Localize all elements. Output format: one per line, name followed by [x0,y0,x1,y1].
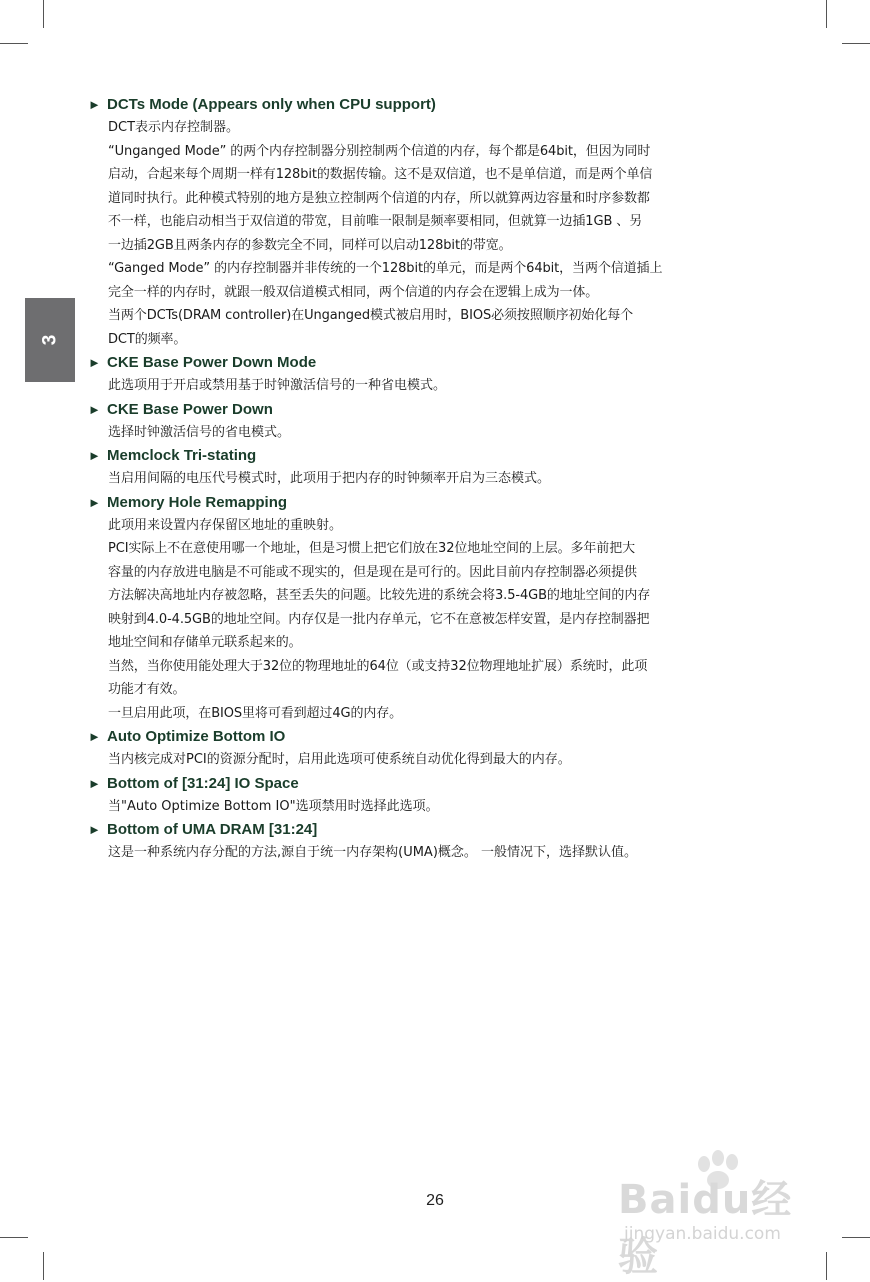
paragraph-line: 启动，合起来每个周期一样有128bit的数据传输。这不是双信道，也不是单信道，而是两个单信 [108,167,653,182]
section-heading: ► DCTs Mode (Appears only when CPU support) [88,93,788,116]
page-number: 26 [426,1192,444,1209]
section-heading: ► Memory Hole Remapping [88,491,788,514]
triangle-bullet-icon: ► [88,355,101,370]
paragraph-line: 当内核完成对PCI的资源分配时，启用此选项可使系统自动优化得到最大的内存。 [108,752,571,767]
crop-mark [842,43,870,44]
paragraph-line: DCT的频率。 [108,331,187,347]
section-heading: ► Memclock Tri-stating [88,444,788,467]
paragraph-line: “Unganged Mode” 的两个内存控制器分别控制两个信道的内存，每个都是64bit，但因为同时 [108,143,651,159]
chapter-tab-number: 3 [38,334,60,346]
section-heading: ► Bottom of UMA DRAM [31:24] [88,818,788,841]
section-bottom-io-space [88,772,788,819]
paragraph-line: 选择时钟激活信号的省电模式。 [108,424,291,440]
paragraph-line: 此项用来设置内存保留区地址的重映射。 [108,517,343,533]
section-heading: ► Auto Optimize Bottom IO [88,725,788,748]
paragraph-line: 当然，当你使用能处理大于32位的物理地址的64位（或支持32位物理地址扩展）系统时，此项 [108,658,648,674]
triangle-bullet-icon: ► [88,97,101,112]
section-auto-optimize-bottom-io [88,725,788,772]
paragraph-line: 映射到4.0-4.5GB的地址空间。内存仅是一批内存单元，它不在意被怎样安置，是内存控制器把 [108,611,650,627]
section-heading: ► CKE Base Power Down [88,398,788,421]
triangle-bullet-icon: ► [88,729,101,744]
paragraph-line: 不一样，也能启动相当于双信道的带宽，目前唯一限制是频率要相同，但就算一边插1GB 、另 [108,214,643,229]
paragraph-line: DCT表示内存控制器。 [108,120,240,135]
crop-mark [43,1252,44,1280]
baidu-watermark [618,1150,828,1280]
paragraph-line: “Ganged Mode” 的内存控制器并非传统的一个128bit的单元，而是两个64bit，当两个信道插上 [108,261,663,276]
section-cke-base-power-down-mode [88,351,788,398]
paragraph-line: 一边插2GB且两条内存的参数完全不同，同样可以启动128bit的带宽。 [108,237,512,253]
section-heading: ► CKE Base Power Down Mode [88,351,788,374]
paragraph-line: 方法解决高地址内存被忽略，甚至丢失的问题。比较先进的系统会将3.5-4GB的地址空间的内存 [108,588,651,603]
crop-mark [826,0,827,28]
watermark-logo: Baidu经验 [618,1177,793,1280]
paragraph-line: 道同时执行。此种模式特别的地方是独立控制两个信道的内存，所以就算两边容量和时序参数都 [108,190,650,206]
section-dcts-mode [88,93,788,351]
triangle-bullet-icon: ► [88,494,101,510]
paragraph-line: 容量的内存放进电脑是不可能或不现实的，但是现在是可行的。因此目前内存控制器必须提供 [108,564,637,580]
paragraph-line: 这是一种系统内存分配的方法,源自于统一内存架构(UMA)概念。 一般情况下，选择默认值。 [108,845,638,860]
paragraph-line: 一旦启用此项，在BIOS里将可看到超过4G的内存。 [108,705,403,721]
triangle-bullet-icon: ► [88,401,101,417]
crop-mark [842,1237,870,1238]
document-body [88,93,788,865]
section-heading: ► Bottom of [31:24] IO Space [88,772,788,795]
paragraph-line: 地址空间和存储单元联系起来的。 [108,635,302,650]
triangle-bullet-icon: ► [88,822,101,837]
watermark-url: jingyan.baidu.com [624,1224,781,1244]
triangle-bullet-icon: ► [88,775,101,791]
paragraph-line: 当两个DCTs(DRAM controller)在Unganged模式被启用时，BIOS必须按照顺序初始化每个 [108,308,634,323]
paragraph-line: 功能才有效。 [108,682,186,697]
triangle-bullet-icon: ► [88,448,101,463]
paragraph-line: 完全一样的内存时，就跟一般双信道模式相同，两个信道的内存会在逻辑上成为一体。 [108,284,599,300]
paragraph-line: 当"Auto Optimize Bottom IO"选项禁用时选择此选项。 [108,798,439,814]
section-bottom-uma-dram [88,818,788,865]
chapter-tab [25,298,75,382]
crop-mark [43,0,44,28]
section-cke-base-power-down [88,398,788,445]
crop-mark [0,1237,28,1238]
paragraph-line: 当启用间隔的电压代号模式时，此项用于把内存的时钟频率开启为三态模式。 [108,471,551,486]
section-memclock-tri-stating [88,444,788,491]
paragraph-line: PCI实际上不在意使用哪一个地址，但是习惯上把它们放在32位地址空间的上层。多年前把大 [108,541,635,556]
section-memory-hole-remapping [88,491,788,726]
paragraph-line: 此选项用于开启或禁用基于时钟激活信号的一种省电模式。 [108,378,447,393]
crop-mark [0,43,28,44]
